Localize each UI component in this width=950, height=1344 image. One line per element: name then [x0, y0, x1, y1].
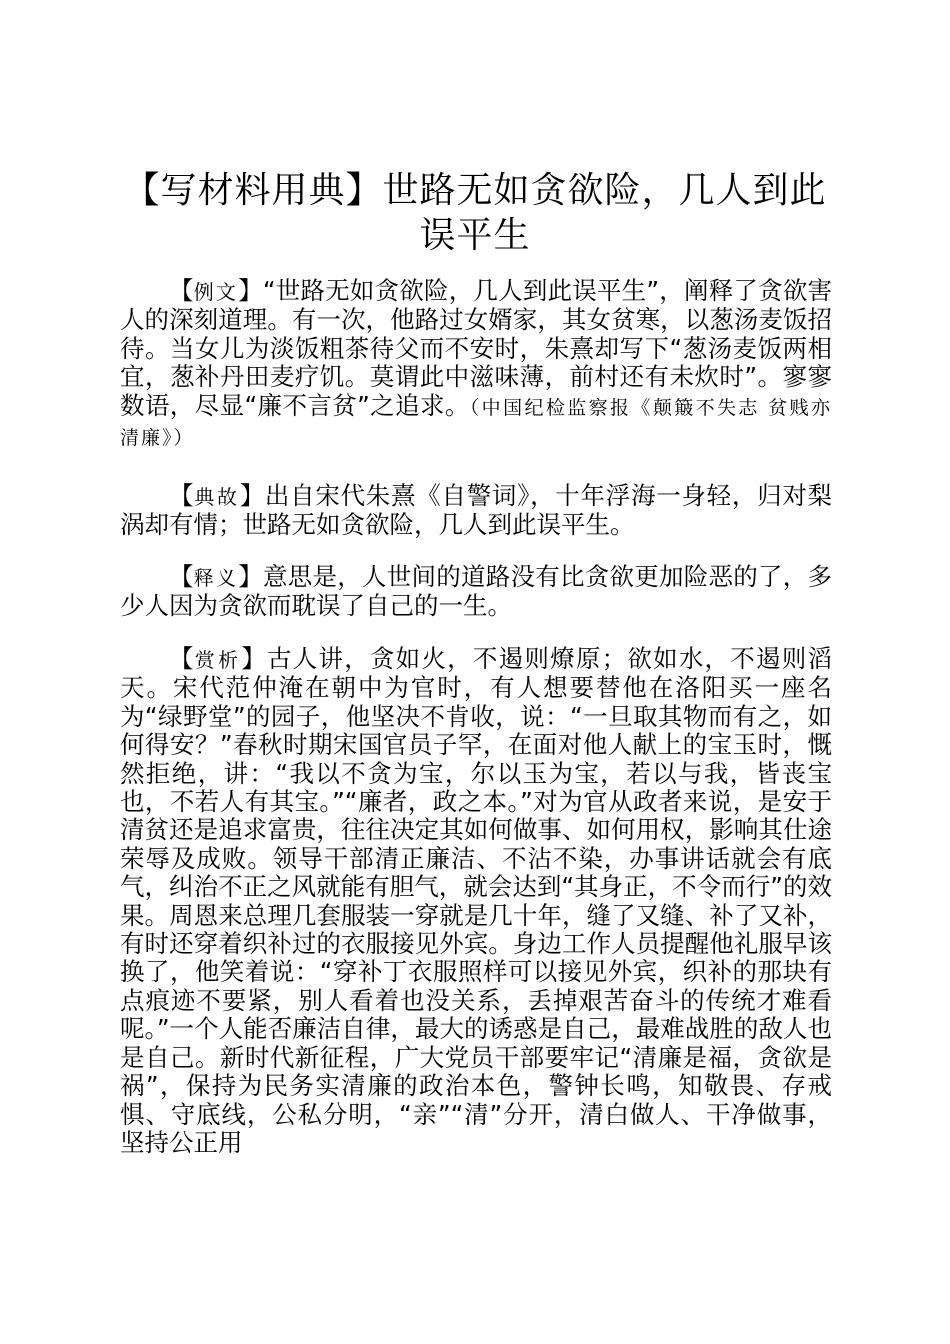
allusion-paragraph: [120, 482, 832, 540]
tag-bracket-close: 】: [241, 644, 267, 673]
appreciation-tag: 赏析: [194, 648, 242, 672]
appreciation-text: 古人讲，贪如火，不遏则燎原；欲如水，不遏则滔天。宋代范仲淹在朝中为官时，有人想要替他在洛阳买一座名为“绿野堂”的园子，他坚决不肯收，说：“一旦取其物而有之，如何得安？”春秋时期宋国官员子罕，在面对他人献上的宝玉时，慨然拒绝，讲：“我以不贪为宝，尔以玉为宝，若以与我，皆丧宝也，不若人有其宝。”“廉者，政之本。”对为官从政者来说，是安于清贫还是追求富贵，往往决定其如何做事、如何用权，影响其仕途荣辱及成败。领导干部清正廉洁、不沾不染，办事讲话就会有底气，纠治不正之风就能有胆气，就会达到“其身正，不令而行”的效果。周恩来总理几套服装一穿就是几十年，缝了又缝、补了又补，有时还穿着织补过的衣服接见外宾。身边工作人员提醒他礼服早该换了，他笑着说：“穿补丁衣服照样可以接见外宾，织补的那块有点痕迹不要紧，别人看着也没关系，丢掉艰苦奋斗的传统才难看呢。”一个人能否廉洁自律，最大的诱惑是自己，最难战胜的敌人也是自己。新时代新征程，广大党员干部要牢记“清廉是福，贪欲是祸”，保持为民务实清廉的政治本色，警钟长鸣，知敬畏、存戒惧、守底线，公私分明，“亲”“清”分开，清白做人、干净做事，坚持公正用: [120, 644, 833, 1157]
page-title: 【写材料用典】世路无如贪欲险，几人到此误平生: [123, 170, 827, 256]
tag-bracket-close: 】: [239, 481, 265, 510]
example-source: （中国纪检监察报《颠簸不失志 贫贱亦清廉》）: [120, 396, 832, 450]
appreciation-paragraph: [120, 645, 832, 1157]
tag-bracket-close: 】: [238, 276, 263, 305]
tag-bracket-open: 【: [169, 481, 195, 510]
tag-bracket-open: 【: [169, 644, 195, 673]
tag-bracket-open: 【: [169, 276, 194, 305]
allusion-tag: 典故: [194, 485, 240, 509]
meaning-paragraph: [120, 563, 832, 621]
meaning-tag: 释义: [193, 566, 239, 590]
example-text: “世路无如贪欲险，几人到此误平生”，阐释了贪欲害人的深刻道理。有一次，他路过女婿家，其女贫寒，以葱汤麦饭招待。当女儿为淡饭粗茶待父而不安时，朱熹却写下“葱汤麦饭两相宜，葱补丹田麦疗饥。莫谓此中滋味薄，前村还有未炊时”。寥寥数语，尽显“廉不言贫”之追求。: [120, 276, 833, 420]
example-tag: 例文: [193, 280, 239, 304]
example-paragraph: [120, 277, 832, 452]
tag-bracket-close: 】: [238, 562, 263, 591]
allusion-text: 出自宋代朱熹《自警词》，十年浮海一身轻，归对梨涡却有情；世路无如贪欲险，几人到此误平生。: [120, 481, 833, 540]
tag-bracket-open: 【: [169, 562, 194, 591]
meaning-text: 意思是，人世间的道路没有比贪欲更加险恶的了，多少人因为贪欲而耽误了自己的一生。: [120, 562, 832, 621]
